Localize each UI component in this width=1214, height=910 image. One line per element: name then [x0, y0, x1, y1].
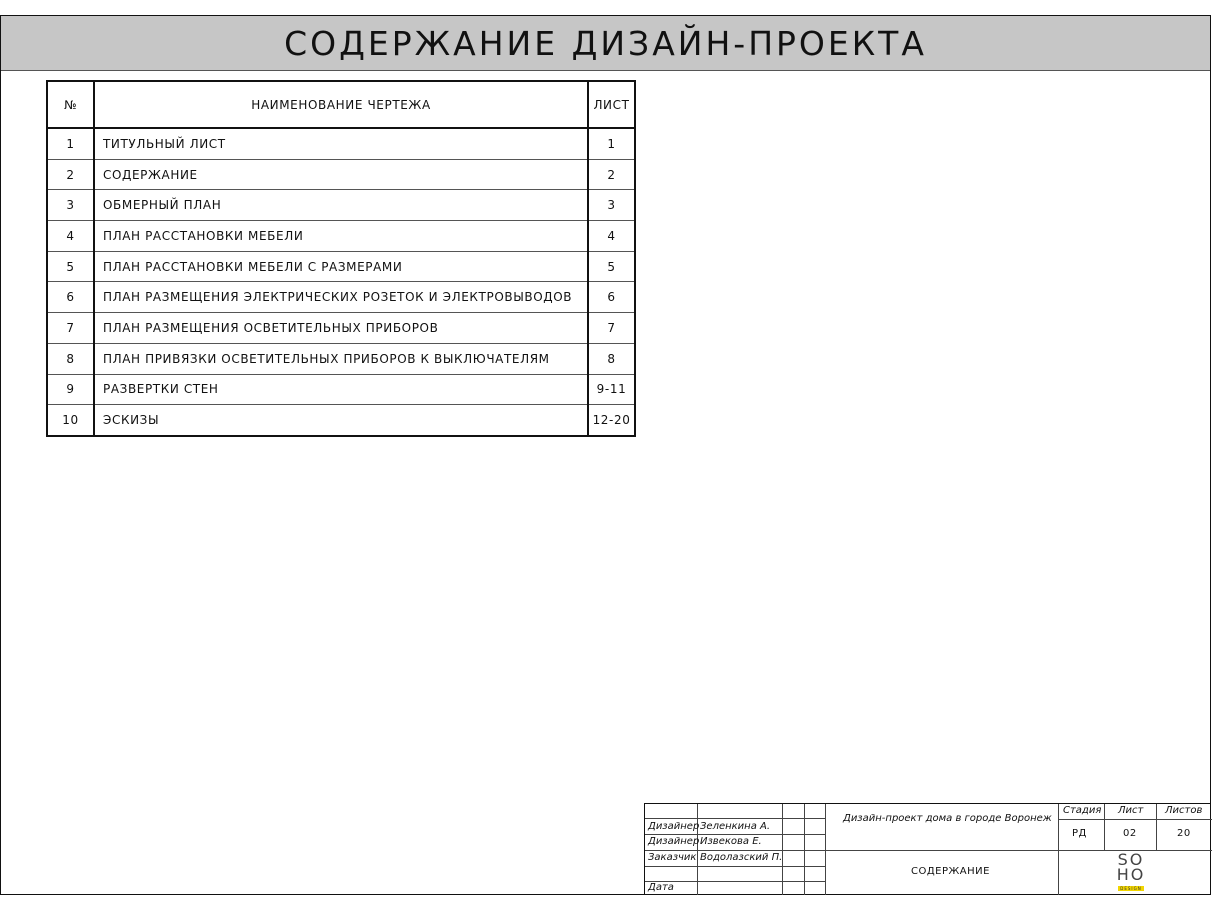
row-name: ПЛАН РАССТАНОВКИ МЕБЕЛИ С РАЗМЕРАМИ — [94, 251, 588, 282]
row-num: 5 — [47, 251, 94, 282]
table-row — [47, 343, 635, 374]
row-name: ЭСКИЗЫ — [94, 405, 588, 436]
project-name: Дизайн-проект дома в городе Воронеж — [843, 813, 1052, 824]
stage-value: РД — [1072, 828, 1087, 839]
role-label: Дизайнер — [648, 836, 700, 847]
stamp-divider — [645, 850, 825, 851]
row-num: 4 — [47, 221, 94, 252]
contents-table — [46, 80, 636, 437]
logo-line-3: DESIGN — [1120, 886, 1142, 891]
stamp-divider — [645, 818, 825, 819]
header-sheet: ЛИСТ — [588, 81, 635, 128]
row-sheet: 3 — [588, 190, 635, 221]
table-row — [47, 128, 635, 159]
person-name: Зеленкина А. — [700, 821, 771, 832]
role-label: Дизайнер — [648, 821, 700, 832]
row-num: 2 — [47, 159, 94, 190]
row-num: 8 — [47, 343, 94, 374]
row-name: СОДЕРЖАНИЕ — [94, 159, 588, 190]
row-name: ПЛАН РАЗМЕЩЕНИЯ ЭЛЕКТРИЧЕСКИХ РОЗЕТОК И ЭЛЕКТРОВЫВОДОВ — [94, 282, 588, 313]
sheet-title: СОДЕРЖАНИЕ — [911, 866, 990, 877]
person-name: Извекова Е. — [700, 836, 762, 847]
stage-label: Стадия — [1063, 805, 1102, 816]
stamp-divider — [1104, 804, 1105, 850]
row-name: ТИТУЛЬНЫЙ ЛИСТ — [94, 128, 588, 159]
row-sheet: 8 — [588, 343, 635, 374]
stamp-divider — [645, 834, 825, 835]
table-row — [47, 221, 635, 252]
soho-design-logo — [1113, 852, 1149, 893]
table-row — [47, 159, 635, 190]
table-row — [47, 251, 635, 282]
row-sheet: 1 — [588, 128, 635, 159]
table-header-row — [47, 81, 635, 128]
sheets-label: Листов — [1165, 805, 1203, 816]
date-label: Дата — [648, 882, 674, 893]
row-name: РАЗВЕРТКИ СТЕН — [94, 374, 588, 405]
row-name: ОБМЕРНЫЙ ПЛАН — [94, 190, 588, 221]
page-title: СОДЕРЖАНИЕ ДИЗАЙН-ПРОЕКТА — [284, 23, 927, 63]
row-sheet: 6 — [588, 282, 635, 313]
table-row — [47, 313, 635, 344]
stamp-divider — [645, 866, 825, 867]
sheet-label: Лист — [1118, 805, 1144, 816]
row-sheet: 5 — [588, 251, 635, 282]
row-sheet: 7 — [588, 313, 635, 344]
row-sheet: 2 — [588, 159, 635, 190]
table-row — [47, 190, 635, 221]
title-block-stamp — [644, 803, 1211, 895]
row-num: 9 — [47, 374, 94, 405]
header-name: НАИМЕНОВАНИЕ ЧЕРТЕЖА — [94, 81, 588, 128]
header-num: № — [47, 81, 94, 128]
sheets-value: 20 — [1177, 828, 1191, 839]
sheet-value: 02 — [1123, 828, 1137, 839]
stamp-divider — [1156, 804, 1157, 850]
title-bar — [1, 16, 1210, 71]
table-row — [47, 405, 635, 436]
row-num: 10 — [47, 405, 94, 436]
row-sheet: 12-20 — [588, 405, 635, 436]
row-sheet: 4 — [588, 221, 635, 252]
row-num: 1 — [47, 128, 94, 159]
row-sheet: 9-11 — [588, 374, 635, 405]
row-num: 3 — [47, 190, 94, 221]
row-name: ПЛАН РАССТАНОВКИ МЕБЕЛИ — [94, 221, 588, 252]
stamp-divider — [825, 850, 1212, 851]
logo-line-1: SO — [1117, 850, 1145, 869]
table-row — [47, 374, 635, 405]
row-name: ПЛАН РАЗМЕЩЕНИЯ ОСВЕТИТЕЛЬНЫХ ПРИБОРОВ — [94, 313, 588, 344]
table-row — [47, 282, 635, 313]
row-num: 6 — [47, 282, 94, 313]
logo-line-2: HO — [1116, 865, 1146, 884]
row-num: 7 — [47, 313, 94, 344]
person-name: Водолазский П. — [700, 852, 783, 863]
stamp-divider — [1058, 819, 1212, 820]
role-label: Заказчик — [648, 852, 697, 863]
row-name: ПЛАН ПРИВЯЗКИ ОСВЕТИТЕЛЬНЫХ ПРИБОРОВ К ВЫКЛЮЧАТЕЛЯМ — [94, 343, 588, 374]
